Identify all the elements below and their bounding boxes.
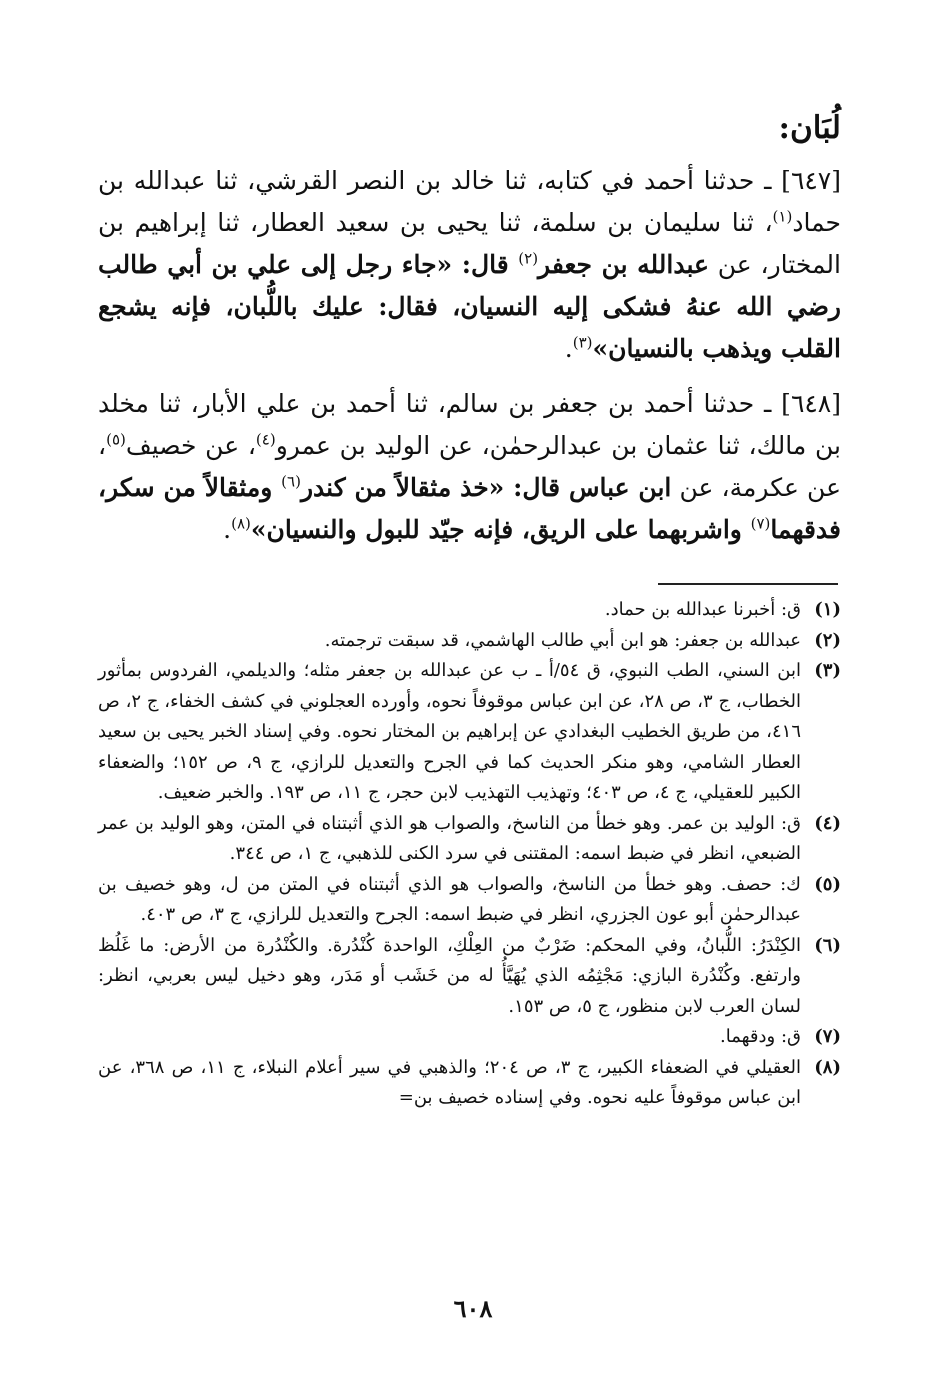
hadith-648-end: . (223, 515, 232, 544)
footnote-divider (658, 583, 838, 585)
hadith-648-text-3: واشربهما على الريق، فإنه جيّد للبول والنسيان» (250, 515, 751, 544)
footnote-ref-2[interactable]: (٢) (518, 249, 539, 268)
footnote-number: (٢) (814, 629, 841, 651)
footnote-number: (٧) (814, 1026, 841, 1047)
footnote-4 (98, 809, 841, 870)
footnote-number: (٨) (814, 1056, 841, 1078)
footnote-text: ك: حصف. وهو خطأ من الناسخ، والصواب هو الذي أثبتناه في المتن من ل، وهو خصيف بن عبدالرحمٰن أبو عون الجزري، انظر في ضبط اسمه: الجرح والتعديل للرازي، ج ٣، ص ٤٠٣. (98, 873, 801, 925)
footnotes-section (98, 595, 841, 1114)
footnote-7 (98, 1022, 841, 1053)
footnote-ref-4[interactable]: (٤) (255, 430, 276, 449)
footnote-text: عبدالله بن جعفر: هو ابن أبي طالب الهاشمي، قد سبقت ترجمته. (324, 629, 801, 651)
hadith-647-chain: ، ثنا سليمان بن سلمة، ثنا يحيى بن سعيد العطار، ثنا إبراهيم بن المختار، عن (98, 208, 841, 279)
footnote-number: (٥) (814, 873, 841, 895)
hadith-647-intro: [٦٤٧] ـ حدثنا أحمد في كتابه، ثنا خالد بن النصر القرشي، ثنا عبدالله بن حماد (98, 166, 841, 237)
footnote-2 (98, 626, 841, 657)
footnote-ref-6[interactable]: (٦) (281, 472, 301, 491)
footnote-ref-1[interactable]: (١) (772, 207, 793, 226)
hadith-648-chain-1: ، عن خصيف (125, 431, 256, 460)
footnote-ref-7[interactable]: (٧) (750, 514, 771, 533)
hadith-647-end: . (564, 334, 573, 363)
hadith-648 (98, 383, 841, 551)
footnote-number: (٣) (814, 660, 841, 681)
footnote-text: ق: أخبرنا عبدالله بن حماد. (604, 599, 801, 620)
footnote-text: العقيلي في الضعفاء الكبير، ج ٣، ص ٢٠٤؛ والذهبي في سير أعلام النبلاء، ج ١١، ص ٣٦٨، عن ابن عباس موقوفاً عليه نحوه. وفي إسناده خصيف بن= (98, 1056, 801, 1108)
footnote-text: ق: الوليد بن عمر. وهو خطأ من الناسخ، والصواب هو الذي أثبتناه في المتن، وهو الوليد بن عمر الضبعي، انظر في ضبط اسمه: المقتنى في سرد الكنى للذهبي، ج ١، ص ٣٤٤. (98, 812, 801, 864)
footnote-3 (98, 656, 841, 809)
footnote-number: (٦) (814, 934, 841, 956)
section-heading: لُبَان: (778, 110, 841, 146)
page-number: ٦٠٨ (453, 1294, 493, 1323)
footnote-text: ابن السني، الطب النبوي، ق ٥٤/أ ـ ب عن عبدالله بن جعفر مثله؛ والديلمي، الفردوس بمأثور الخطاب، ج ٣، ص ٢٨، عن ابن عباس موقوفاً نحوه، وأورده العجلوني في كشف الخفاء، ج ٢، ص ٤١٦، من طريق الخطيب البغدادي عن إبراهيم بن المختار نحوه. وفي إسناد الخبر يحيى بن سعيد العطار الشامي، وهو منكر الحديث كما في الجرح والتعديل للرازي، ج ٩، ص ١٥٢؛ والضعفاء الكبير للعقيلي، ج ٤، ص ٤٠٣؛ وتهذيب التهذيب لابن حجر، ج ١١، ص ١٩٣. والخبر ضعيف. (98, 660, 802, 803)
footnote-ref-3[interactable]: (٣) (572, 333, 593, 352)
hadith-647-text: قال: «جاء رجل إلى علي بن أبي طالب رضي الله عنهُ فشكى إليه النسيان، فقال: عليك باللُّبان، فإنه يشجع القلب ويذهب بالنسيان» (98, 250, 841, 363)
footnote-number: (٤) (814, 812, 841, 834)
footnote-1 (98, 595, 841, 626)
footnote-5 (98, 870, 841, 931)
footnote-ref-8[interactable]: (٨) (231, 514, 251, 533)
hadith-648-chain-2: ، عن عكرمة، عن (98, 431, 841, 502)
hadith-647 (98, 160, 841, 370)
footnote-number: (١) (814, 599, 841, 620)
footnote-6 (98, 931, 841, 1023)
footnote-ref-5[interactable]: (٥) (106, 430, 126, 449)
hadith-647-narrator: عبدالله بن جعفر (538, 250, 709, 279)
footnote-text: ق: ودقهما. (720, 1026, 801, 1047)
hadith-648-text-2: ومثقالاً من سكر، فدقهما (98, 473, 841, 544)
footnote-8 (98, 1053, 841, 1114)
hadith-648-intro: [٦٤٨] ـ حدثنا أحمد بن جعفر بن سالم، ثنا أحمد بن علي الأبار، ثنا مخلد بن مالك، ثنا عثمان بن عبدالرحمٰن، عن الوليد بن عمرو (98, 389, 842, 460)
hadith-648-text-1: ابن عباس قال: «خذ مثقالاً من كندر (300, 473, 672, 502)
footnote-text: الكِنْدَرُ: اللُّبانُ، وفي المحكم: ضَرْبٌ من العِلْكِ، الواحدة كُنْدُرة. والكُنْدُرة من الأرض: ما غَلُظ وارتفع. وكُنْدُرة البازي: مَجْثِمُه الذي يُهَيَّأُ له من خَشَب أو مَدَر، وهو دخيل ليس بعربي، انظر: لسان العرب لابن منظور، ج ٥، ص ١٥٣. (98, 934, 801, 1017)
